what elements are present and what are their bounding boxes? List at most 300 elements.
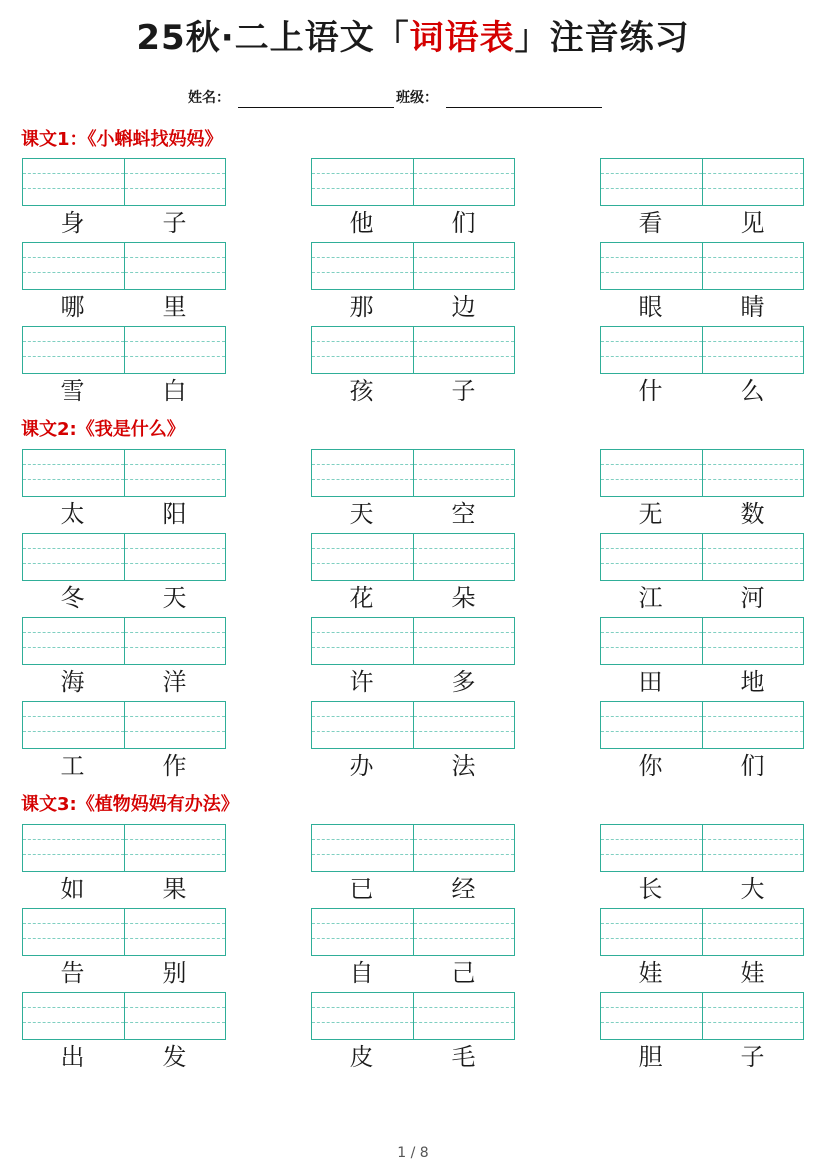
hanzi-character: 边 [451, 293, 476, 321]
pinyin-cell[interactable] [703, 702, 804, 748]
pinyin-cell[interactable] [703, 327, 804, 373]
pinyin-cell[interactable] [703, 618, 804, 664]
word-item [311, 242, 515, 324]
guide-line [601, 1007, 702, 1008]
guide-line [414, 716, 515, 717]
guide-line [125, 647, 226, 648]
pinyin-writing-box[interactable] [22, 617, 226, 665]
hanzi-character: 什 [638, 377, 663, 405]
guide-line [23, 464, 124, 465]
guide-line [23, 938, 124, 939]
guide-line [414, 188, 515, 189]
hanzi-character: 孩 [349, 377, 374, 405]
pinyin-writing-box[interactable] [311, 242, 515, 290]
guide-line [703, 548, 804, 549]
pinyin-writing-box[interactable] [22, 533, 226, 581]
hanzi-character: 经 [451, 875, 476, 903]
hanzi-character: 江 [638, 584, 663, 612]
word-item [311, 617, 515, 699]
pinyin-cell[interactable] [414, 618, 515, 664]
pinyin-cell[interactable] [601, 450, 703, 496]
hanzi-character: 子 [451, 377, 476, 405]
pinyin-cell[interactable] [312, 327, 414, 373]
hanzi-character: 数 [740, 500, 765, 528]
pinyin-cell[interactable] [125, 327, 226, 373]
hanzi-character: 工 [60, 752, 85, 780]
word-item [311, 449, 515, 531]
student-info-line [188, 88, 604, 108]
guide-line [312, 1007, 413, 1008]
pinyin-writing-box[interactable] [600, 701, 804, 749]
pinyin-cell[interactable] [601, 825, 703, 871]
pinyin-writing-box[interactable] [600, 158, 804, 206]
pinyin-writing-box[interactable] [600, 242, 804, 290]
hanzi-character: 子 [162, 209, 187, 237]
guide-line [125, 632, 226, 633]
guide-line [601, 854, 702, 855]
guide-line [125, 341, 226, 342]
hanzi-character: 白 [162, 377, 187, 405]
guide-line [601, 1022, 702, 1023]
pinyin-writing-box[interactable] [311, 533, 515, 581]
guide-line [125, 731, 226, 732]
pinyin-cell[interactable] [601, 534, 703, 580]
pinyin-writing-box[interactable] [22, 824, 226, 872]
hanzi-character: 己 [451, 959, 476, 987]
guide-line [703, 257, 804, 258]
guide-line [312, 731, 413, 732]
hanzi-character: 毛 [451, 1043, 476, 1071]
hanzi-character: 海 [60, 668, 85, 696]
guide-line [23, 632, 124, 633]
hanzi-character: 许 [349, 668, 374, 696]
pinyin-cell[interactable] [601, 327, 703, 373]
guide-line [414, 257, 515, 258]
guide-line [601, 341, 702, 342]
guide-line [23, 839, 124, 840]
word-item [22, 992, 226, 1074]
pinyin-writing-box[interactable] [600, 326, 804, 374]
pinyin-cell[interactable] [125, 909, 226, 955]
guide-line [312, 1022, 413, 1023]
pinyin-cell[interactable] [414, 327, 515, 373]
guide-line [312, 257, 413, 258]
guide-line [312, 464, 413, 465]
guide-line [125, 173, 226, 174]
pinyin-writing-box[interactable] [600, 617, 804, 665]
guide-line [703, 464, 804, 465]
word-item [22, 326, 226, 408]
guide-line [23, 1022, 124, 1023]
pinyin-writing-box[interactable] [311, 617, 515, 665]
pinyin-cell[interactable] [601, 702, 703, 748]
word-item [600, 533, 804, 615]
guide-line [414, 173, 515, 174]
hanzi-character: 雪 [60, 377, 85, 405]
hanzi-character: 阳 [162, 500, 187, 528]
hanzi-character: 你 [638, 752, 663, 780]
lesson-heading: 课文3:《植物妈妈有办法》 [21, 794, 239, 815]
guide-line [125, 548, 226, 549]
hanzi-character: 皮 [349, 1043, 374, 1071]
hanzi-character: 田 [638, 668, 663, 696]
guide-line [703, 632, 804, 633]
guide-line [414, 479, 515, 480]
word-item [311, 992, 515, 1074]
guide-line [23, 188, 124, 189]
pinyin-writing-box[interactable] [311, 992, 515, 1040]
guide-line [414, 839, 515, 840]
pinyin-cell[interactable] [23, 327, 125, 373]
hanzi-character: 大 [740, 875, 765, 903]
guide-line [703, 356, 804, 357]
page-number: 1 / 8 [397, 1145, 429, 1161]
guide-line [601, 839, 702, 840]
guide-line [125, 272, 226, 273]
guide-line [414, 356, 515, 357]
pinyin-cell[interactable] [703, 534, 804, 580]
class-blank[interactable] [446, 91, 602, 108]
guide-line [703, 1022, 804, 1023]
guide-line [601, 272, 702, 273]
pinyin-cell[interactable] [23, 702, 125, 748]
pinyin-cell[interactable] [125, 618, 226, 664]
pinyin-cell[interactable] [414, 993, 515, 1039]
pinyin-writing-box[interactable] [600, 992, 804, 1040]
guide-line [125, 188, 226, 189]
guide-line [601, 188, 702, 189]
hanzi-character: 么 [740, 377, 765, 405]
guide-line [312, 272, 413, 273]
guide-line [601, 632, 702, 633]
guide-line [601, 647, 702, 648]
hanzi-character: 朵 [451, 584, 476, 612]
hanzi-character: 花 [349, 584, 374, 612]
pinyin-writing-box[interactable] [600, 449, 804, 497]
guide-line [23, 563, 124, 564]
pinyin-cell[interactable] [125, 450, 226, 496]
name-blank[interactable] [238, 91, 394, 108]
guide-line [23, 716, 124, 717]
hanzi-character: 天 [162, 584, 187, 612]
guide-line [125, 257, 226, 258]
lesson-heading: 课文2:《我是什么》 [21, 419, 185, 440]
guide-line [125, 839, 226, 840]
hanzi-character: 见 [740, 209, 765, 237]
hanzi-character: 眼 [638, 293, 663, 321]
guide-line [414, 938, 515, 939]
word-item [22, 158, 226, 240]
pinyin-cell[interactable] [125, 702, 226, 748]
guide-line [312, 356, 413, 357]
pinyin-writing-box[interactable] [311, 824, 515, 872]
hanzi-character: 身 [60, 209, 85, 237]
guide-line [703, 647, 804, 648]
hanzi-character: 那 [349, 293, 374, 321]
hanzi-character: 自 [349, 959, 374, 987]
hanzi-character: 他 [349, 209, 374, 237]
hanzi-character: 如 [60, 875, 85, 903]
guide-line [125, 356, 226, 357]
hanzi-character: 天 [349, 500, 374, 528]
pinyin-cell[interactable] [414, 159, 515, 205]
pinyin-cell[interactable] [703, 450, 804, 496]
pinyin-cell[interactable] [312, 993, 414, 1039]
hanzi-character: 睛 [740, 293, 765, 321]
pinyin-cell[interactable] [125, 825, 226, 871]
guide-line [414, 548, 515, 549]
hanzi-character: 告 [60, 959, 85, 987]
guide-line [601, 731, 702, 732]
word-item [311, 908, 515, 990]
hanzi-character: 里 [162, 293, 187, 321]
guide-line [23, 647, 124, 648]
word-item [600, 908, 804, 990]
guide-line [601, 356, 702, 357]
hanzi-character: 地 [740, 668, 765, 696]
hanzi-character: 果 [162, 875, 187, 903]
hanzi-character: 娃 [638, 959, 663, 987]
word-item [600, 326, 804, 408]
pinyin-writing-box[interactable] [600, 533, 804, 581]
lesson-heading: 课文1：《小蝌蚪找妈妈》 [21, 129, 223, 150]
pinyin-writing-box[interactable] [311, 701, 515, 749]
pinyin-cell[interactable] [703, 825, 804, 871]
guide-line [414, 1007, 515, 1008]
guide-line [703, 173, 804, 174]
pinyin-cell[interactable] [601, 243, 703, 289]
pinyin-writing-box[interactable] [22, 992, 226, 1040]
guide-line [312, 563, 413, 564]
pinyin-cell[interactable] [23, 909, 125, 955]
guide-line [601, 464, 702, 465]
guide-line [414, 272, 515, 273]
pinyin-writing-box[interactable] [22, 326, 226, 374]
pinyin-cell[interactable] [414, 909, 515, 955]
guide-line [125, 923, 226, 924]
pinyin-cell[interactable] [414, 825, 515, 871]
guide-line [23, 257, 124, 258]
pinyin-cell[interactable] [125, 159, 226, 205]
word-item [311, 701, 515, 783]
word-item [600, 158, 804, 240]
word-item [22, 449, 226, 531]
hanzi-character: 别 [162, 959, 187, 987]
hanzi-character: 们 [451, 209, 476, 237]
hanzi-character: 空 [451, 500, 476, 528]
pinyin-cell[interactable] [312, 702, 414, 748]
word-item [600, 824, 804, 906]
word-item [600, 449, 804, 531]
guide-line [703, 563, 804, 564]
hanzi-character: 娃 [740, 959, 765, 987]
guide-line [601, 479, 702, 480]
guide-line [312, 716, 413, 717]
guide-line [703, 479, 804, 480]
hanzi-character: 冬 [60, 584, 85, 612]
pinyin-cell[interactable] [23, 450, 125, 496]
hanzi-character: 法 [451, 752, 476, 780]
guide-line [312, 548, 413, 549]
pinyin-writing-box[interactable] [22, 701, 226, 749]
pinyin-cell[interactable] [601, 159, 703, 205]
word-item [600, 701, 804, 783]
pinyin-writing-box[interactable] [311, 449, 515, 497]
pinyin-cell[interactable] [23, 159, 125, 205]
pinyin-cell[interactable] [125, 243, 226, 289]
pinyin-cell[interactable] [414, 450, 515, 496]
guide-line [312, 839, 413, 840]
word-item [22, 533, 226, 615]
guide-line [703, 716, 804, 717]
pinyin-writing-box[interactable] [311, 326, 515, 374]
guide-line [414, 563, 515, 564]
word-item [600, 617, 804, 699]
word-item [22, 701, 226, 783]
guide-line [125, 716, 226, 717]
hanzi-character: 们 [740, 752, 765, 780]
pinyin-cell[interactable] [312, 534, 414, 580]
guide-line [414, 632, 515, 633]
pinyin-cell[interactable] [312, 243, 414, 289]
class-label: 班级： [396, 90, 438, 106]
pinyin-cell[interactable] [312, 825, 414, 871]
pinyin-cell[interactable] [23, 534, 125, 580]
pinyin-cell[interactable] [414, 534, 515, 580]
guide-line [703, 923, 804, 924]
guide-line [601, 548, 702, 549]
pinyin-writing-box[interactable] [311, 158, 515, 206]
guide-line [312, 923, 413, 924]
pinyin-cell[interactable] [125, 993, 226, 1039]
word-item [22, 242, 226, 324]
guide-line [703, 854, 804, 855]
pinyin-cell[interactable] [601, 909, 703, 955]
guide-line [601, 173, 702, 174]
guide-line [703, 839, 804, 840]
pinyin-cell[interactable] [703, 243, 804, 289]
pinyin-writing-box[interactable] [22, 242, 226, 290]
guide-line [703, 731, 804, 732]
pinyin-writing-box[interactable] [311, 908, 515, 956]
guide-line [601, 563, 702, 564]
pinyin-cell[interactable] [23, 993, 125, 1039]
pinyin-cell[interactable] [23, 618, 125, 664]
guide-line [414, 854, 515, 855]
title-suffix: 」注音练习 [514, 18, 690, 58]
guide-line [414, 464, 515, 465]
guide-line [312, 938, 413, 939]
guide-line [703, 1007, 804, 1008]
guide-line [312, 647, 413, 648]
guide-line [23, 479, 124, 480]
pinyin-writing-box[interactable] [600, 824, 804, 872]
guide-line [703, 341, 804, 342]
pinyin-cell[interactable] [703, 159, 804, 205]
pinyin-cell[interactable] [23, 243, 125, 289]
pinyin-writing-box[interactable] [22, 449, 226, 497]
hanzi-character: 太 [60, 500, 85, 528]
guide-line [312, 173, 413, 174]
guide-line [601, 257, 702, 258]
pinyin-writing-box[interactable] [22, 908, 226, 956]
guide-line [703, 938, 804, 939]
hanzi-character: 已 [349, 875, 374, 903]
guide-line [125, 563, 226, 564]
guide-line [312, 632, 413, 633]
hanzi-character: 多 [451, 668, 476, 696]
guide-line [414, 1022, 515, 1023]
pinyin-writing-box[interactable] [22, 158, 226, 206]
page-title [0, 14, 826, 62]
pinyin-cell[interactable] [312, 159, 414, 205]
title-prefix: 25秋·二上语文「 [136, 18, 410, 58]
pinyin-cell[interactable] [23, 825, 125, 871]
pinyin-cell[interactable] [703, 993, 804, 1039]
hanzi-character: 看 [638, 209, 663, 237]
hanzi-character: 办 [349, 752, 374, 780]
guide-line [414, 923, 515, 924]
guide-line [312, 341, 413, 342]
guide-line [23, 341, 124, 342]
pinyin-cell[interactable] [601, 618, 703, 664]
pinyin-cell[interactable] [312, 618, 414, 664]
pinyin-cell[interactable] [601, 993, 703, 1039]
guide-line [23, 272, 124, 273]
guide-line [125, 1022, 226, 1023]
pinyin-cell[interactable] [414, 702, 515, 748]
guide-line [703, 272, 804, 273]
word-item [600, 992, 804, 1074]
hanzi-character: 洋 [162, 668, 187, 696]
guide-line [23, 173, 124, 174]
hanzi-character: 胆 [638, 1043, 663, 1071]
title-highlight: 词语表 [409, 18, 515, 58]
guide-line [23, 548, 124, 549]
pinyin-cell[interactable] [125, 534, 226, 580]
guide-line [414, 341, 515, 342]
hanzi-character: 哪 [60, 293, 85, 321]
guide-line [601, 716, 702, 717]
hanzi-character: 作 [162, 752, 187, 780]
name-label: 姓名： [188, 90, 230, 106]
word-item [22, 824, 226, 906]
guide-line [414, 647, 515, 648]
guide-line [601, 923, 702, 924]
pinyin-writing-box[interactable] [600, 908, 804, 956]
hanzi-character: 出 [60, 1043, 85, 1071]
guide-line [125, 854, 226, 855]
hanzi-character: 发 [162, 1043, 187, 1071]
hanzi-character: 河 [740, 584, 765, 612]
pinyin-cell[interactable] [703, 909, 804, 955]
word-item [311, 533, 515, 615]
pinyin-cell[interactable] [414, 243, 515, 289]
word-item [600, 242, 804, 324]
guide-line [312, 479, 413, 480]
guide-line [125, 1007, 226, 1008]
word-item [311, 824, 515, 906]
guide-line [23, 1007, 124, 1008]
guide-line [23, 854, 124, 855]
pinyin-cell[interactable] [312, 909, 414, 955]
hanzi-character: 子 [740, 1043, 765, 1071]
word-item [22, 908, 226, 990]
pinyin-cell[interactable] [312, 450, 414, 496]
word-item [311, 326, 515, 408]
hanzi-character: 长 [638, 875, 663, 903]
guide-line [125, 938, 226, 939]
